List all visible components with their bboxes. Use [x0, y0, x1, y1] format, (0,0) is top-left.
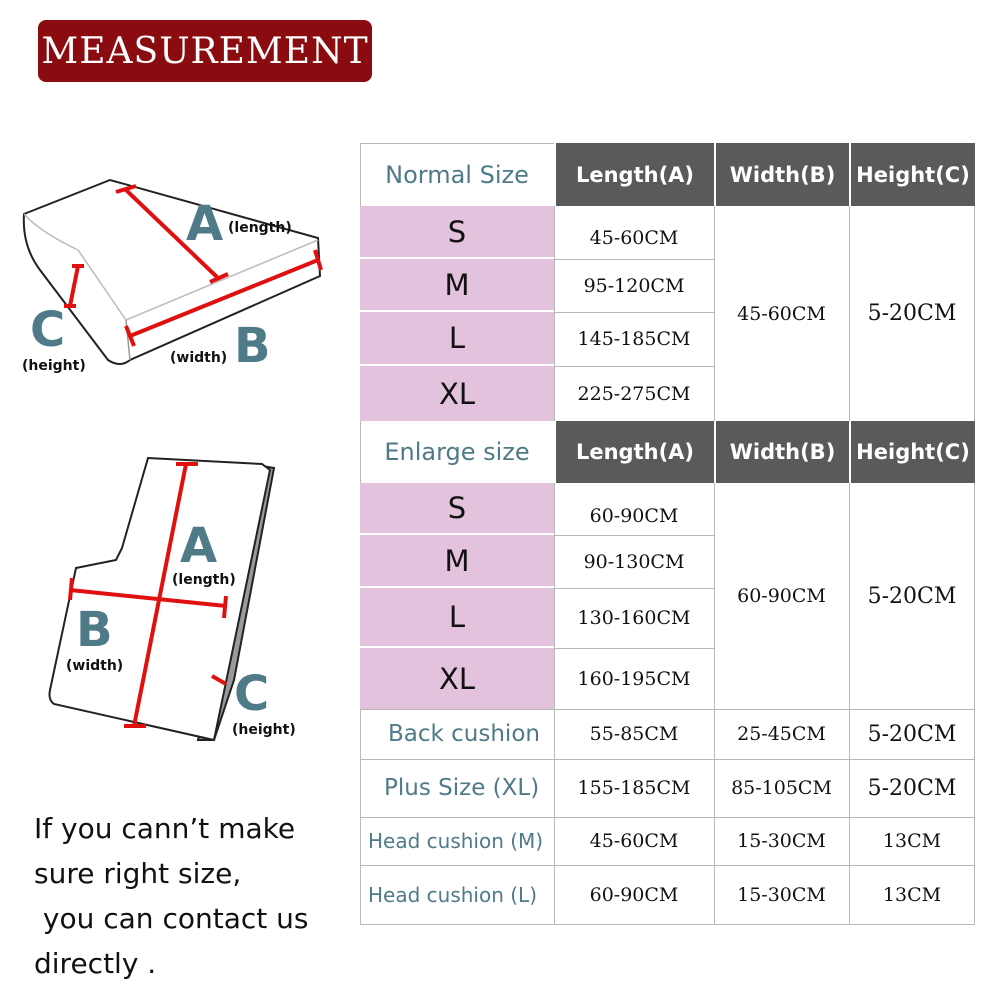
- note-line: If you cann’t make: [34, 812, 296, 845]
- grid-line: [360, 924, 975, 925]
- banner-title: MEASUREMENT: [41, 30, 369, 72]
- enlarge-size-xl: XL: [360, 648, 554, 709]
- seat-label-c-sub: (height): [22, 358, 86, 374]
- seat-label-a: A: [186, 196, 224, 252]
- extra-width-head-cushion-m: 15-30CM: [737, 830, 826, 852]
- seat-label-a-sub: (length): [228, 220, 292, 236]
- extra-height-head-cushion-l: 13CM: [882, 883, 942, 906]
- enlarge-header-height: Height(C): [849, 421, 975, 483]
- back-label-a-sub: (length): [172, 572, 236, 588]
- size-table: [360, 143, 975, 925]
- grid-line: [554, 259, 714, 260]
- extra-label-plus-size: Plus Size (XL): [384, 775, 540, 801]
- enlarge-length-xl: 160-195CM: [577, 667, 691, 690]
- extra-length-back-cushion: 55-85CM: [589, 723, 679, 745]
- seat-label-b-sub: (width): [170, 350, 228, 366]
- contact-note: [34, 806, 344, 986]
- enlarge-height: 5-20CM: [867, 583, 957, 609]
- back-label-c: C: [234, 666, 270, 722]
- grid-line: [554, 648, 714, 649]
- normal-length-l: 145-185CM: [577, 328, 691, 350]
- grid-line: [714, 483, 715, 709]
- extra-label-head-cushion-l: Head cushion (L): [368, 882, 537, 907]
- note-line: you can contact us: [34, 902, 309, 935]
- back-label-b: B: [76, 602, 113, 658]
- extra-length-head-cushion-m: 45-60CM: [589, 830, 679, 852]
- extra-height-back-cushion: 5-20CM: [867, 721, 957, 747]
- back-label-a: A: [180, 518, 218, 574]
- enlarge-size-m: M: [360, 535, 554, 588]
- seat-label-c: C: [30, 302, 66, 358]
- grid-line: [714, 206, 715, 421]
- extra-height-plus-size: 5-20CM: [867, 775, 957, 801]
- normal-header-width: Width(B): [714, 143, 849, 206]
- normal-header-height: Height(C): [849, 143, 975, 206]
- grid-line: [554, 206, 555, 421]
- grid-line: [554, 483, 555, 709]
- enlarge-header-length: Length(A): [554, 421, 714, 483]
- enlarge-size-label: Enlarge size: [384, 438, 530, 466]
- seat-label-b: B: [234, 318, 271, 374]
- note-line: directly .: [34, 947, 157, 980]
- extra-label-back-cushion: Back cushion: [388, 721, 540, 747]
- grid-line: [714, 709, 715, 925]
- enlarge-length-m: 90-130CM: [583, 550, 685, 573]
- normal-header-length: Length(A): [554, 143, 714, 206]
- extra-label-head-cushion-m: Head cushion (M): [368, 829, 544, 853]
- grid-line: [554, 588, 714, 589]
- normal-size-s: S: [360, 206, 554, 259]
- extra-width-plus-size: 85-105CM: [731, 777, 832, 799]
- enlarge-size-s: S: [360, 483, 554, 535]
- normal-height: 5-20CM: [867, 301, 957, 326]
- normal-size-xl: XL: [360, 366, 554, 421]
- seat-cushion-diagram: [24, 180, 321, 364]
- extra-height-head-cushion-m: 13CM: [882, 830, 942, 852]
- normal-length-s: 45-60CM: [589, 226, 679, 249]
- normal-width: 45-60CM: [737, 302, 826, 325]
- enlarge-width: 60-90CM: [737, 585, 826, 607]
- grid-line: [849, 206, 850, 421]
- grid-line: [849, 483, 850, 709]
- enlarge-size-l: L: [360, 588, 554, 648]
- normal-size-m: M: [360, 259, 554, 312]
- normal-size-l: L: [360, 312, 554, 366]
- back-label-c-sub: (height): [232, 722, 296, 738]
- note-line: sure right size,: [34, 857, 242, 890]
- extra-width-back-cushion: 25-45CM: [737, 723, 826, 745]
- grid-line: [554, 709, 555, 925]
- enlarge-length-s: 60-90CM: [589, 505, 679, 527]
- normal-size-label: Normal Size: [385, 160, 529, 189]
- grid-line: [554, 535, 714, 536]
- grid-line: [849, 709, 850, 925]
- normal-length-m: 95-120CM: [583, 274, 685, 297]
- grid-line: [554, 312, 714, 313]
- grid-line: [554, 366, 714, 367]
- extra-length-head-cushion-l: 60-90CM: [589, 883, 679, 906]
- extra-length-plus-size: 155-185CM: [577, 777, 691, 799]
- normal-length-xl: 225-275CM: [577, 382, 691, 405]
- enlarge-header-width: Width(B): [714, 421, 849, 483]
- back-label-b-sub: (width): [66, 658, 124, 674]
- extra-width-head-cushion-l: 15-30CM: [737, 883, 826, 906]
- enlarge-length-l: 130-160CM: [577, 607, 691, 629]
